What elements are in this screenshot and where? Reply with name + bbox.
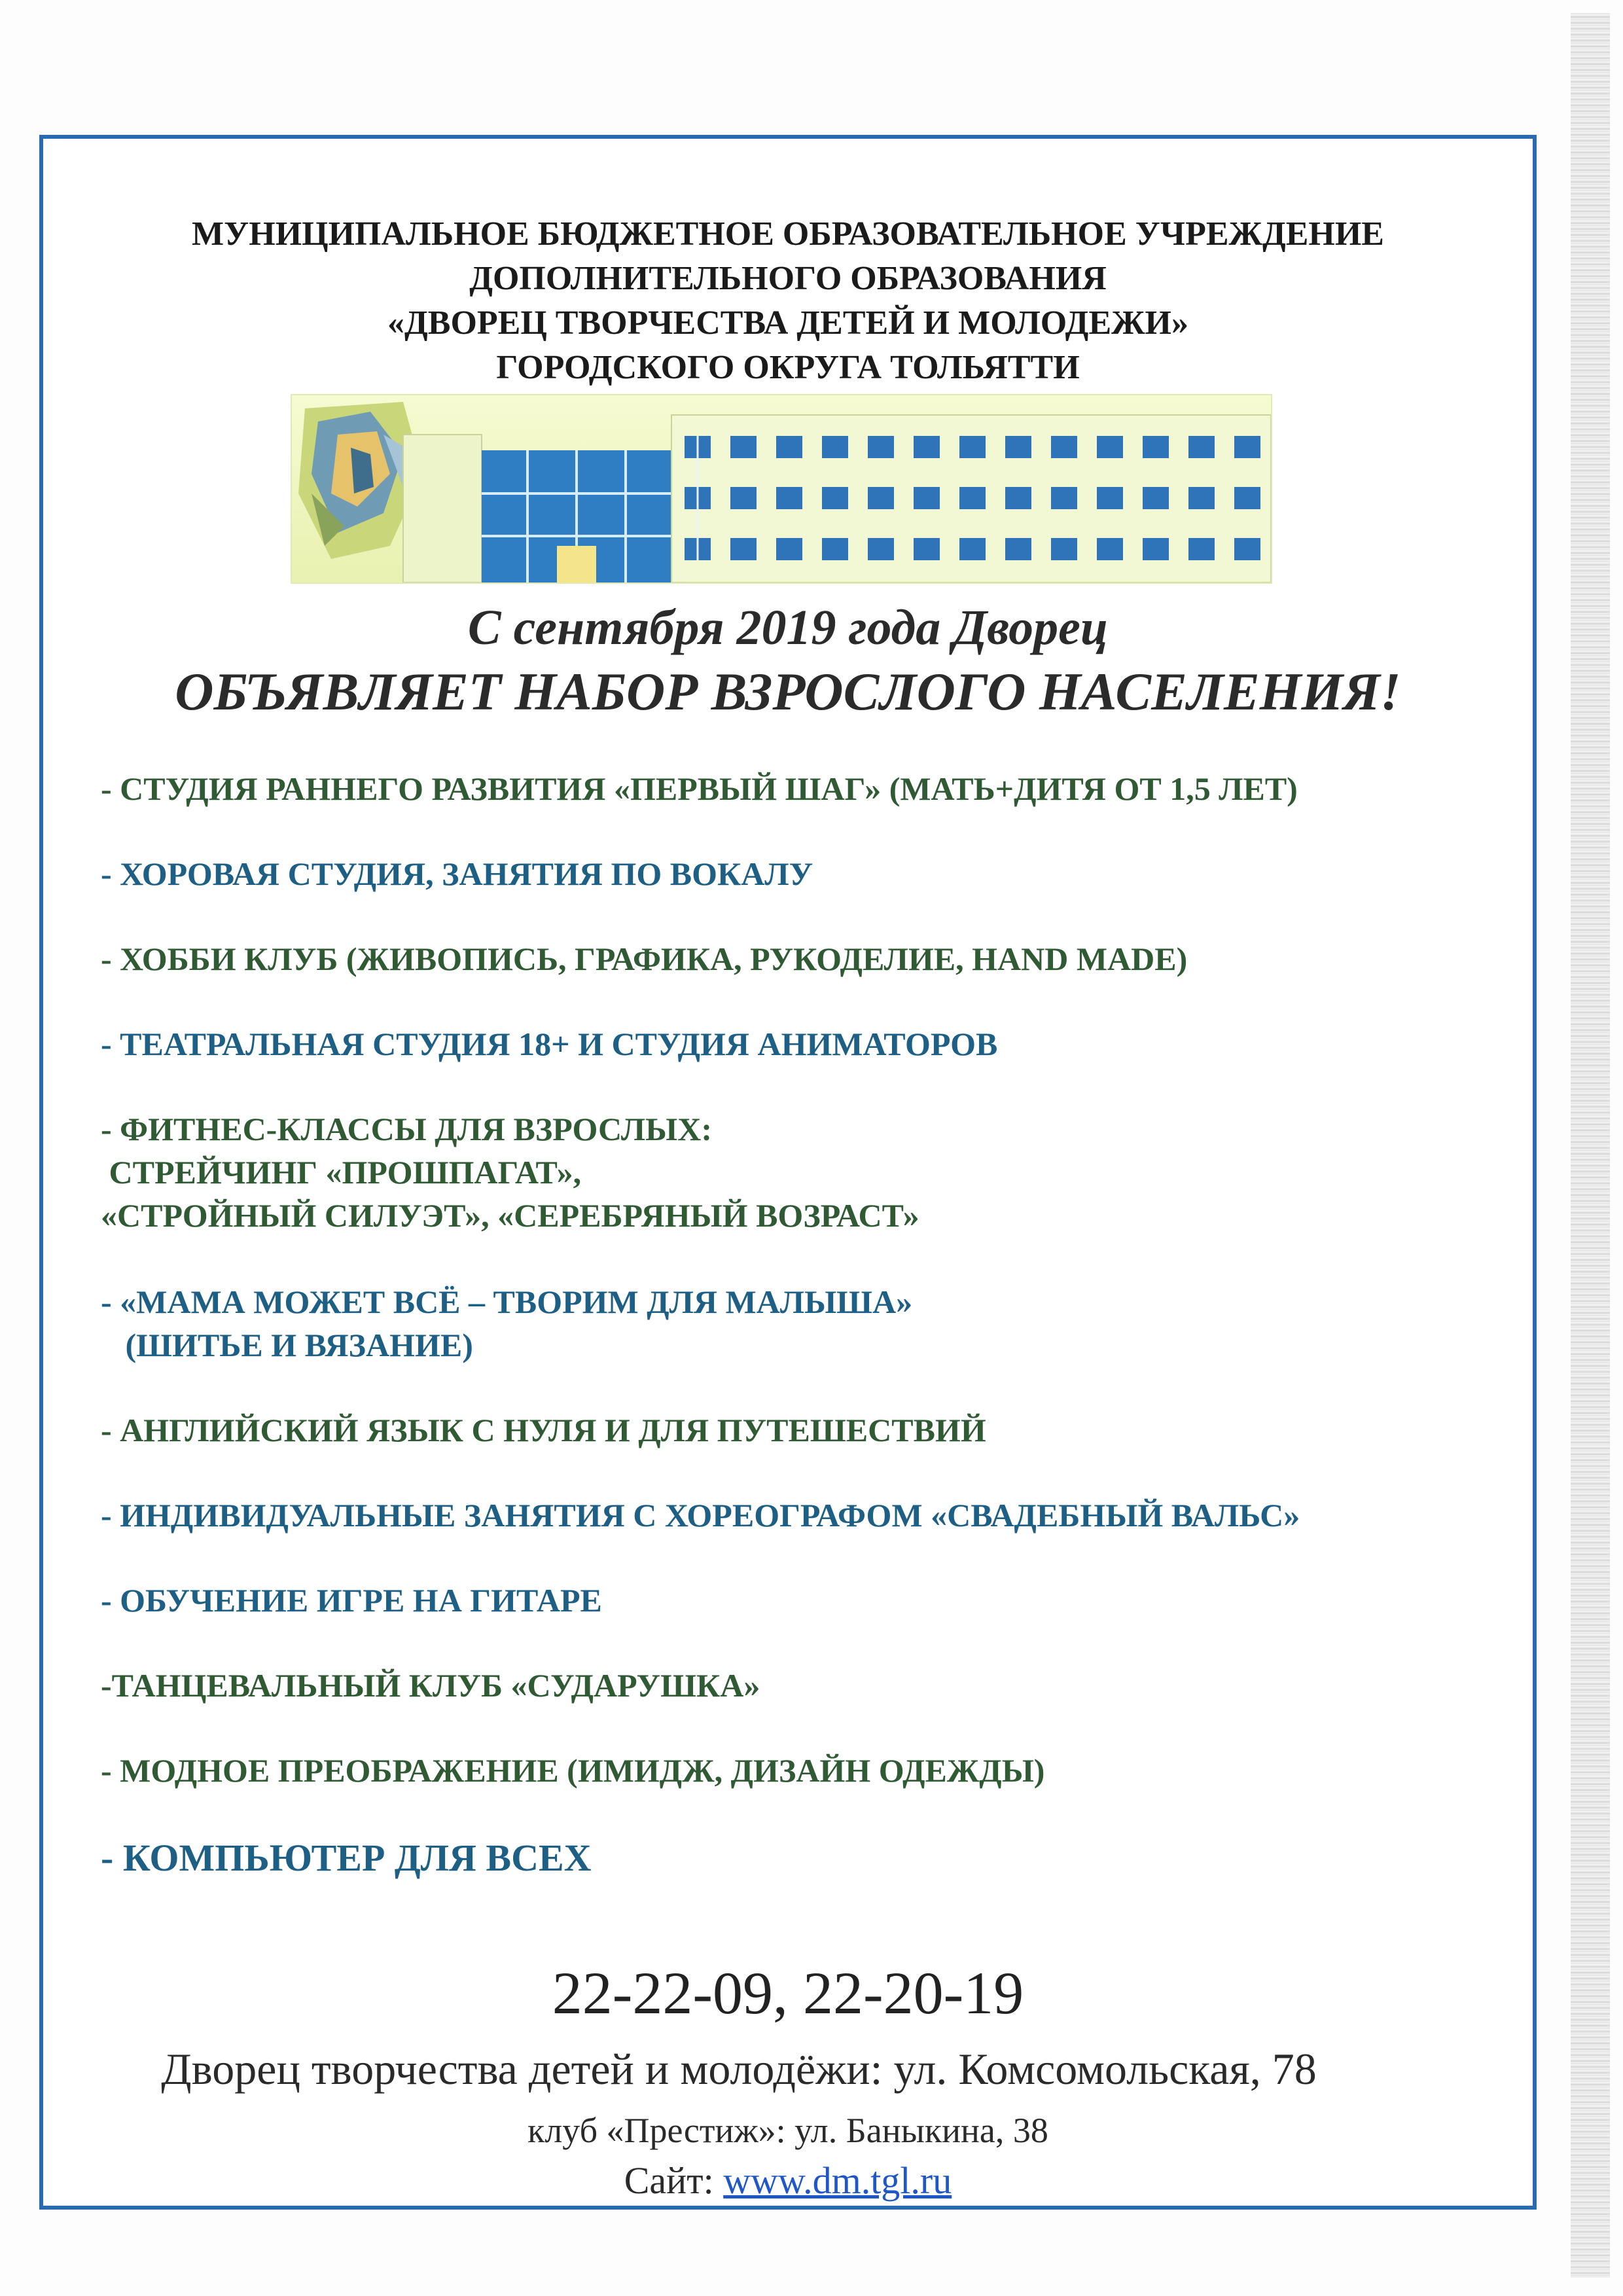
institution-header xyxy=(43,212,1533,390)
flyer-frame xyxy=(39,135,1537,2210)
course-item-guitar: - ОБУЧЕНИЕ ИГРЕ НА ГИТАРЕ xyxy=(101,1582,602,1619)
course-item-theatre: - ТЕАТРАЛЬНАЯ СТУДИЯ 18+ И СТУДИЯ АНИМАТОРОВ xyxy=(101,1026,998,1062)
header-line-1: МУНИЦИПАЛЬНОЕ БЮДЖЕТНОЕ ОБРАЗОВАТЕЛЬНОЕ УЧРЕЖДЕНИЕ xyxy=(192,215,1384,253)
website-link[interactable]: www.dm.tgl.ru xyxy=(723,2159,952,2202)
course-item-fitness-line-2: СТРЕЙЧИНГ «ПРОШПАГАТ», xyxy=(101,1154,582,1191)
building-illustration xyxy=(291,394,1272,584)
club-address: клуб «Престиж»: ул. Баныкина, 38 xyxy=(527,2111,1048,2150)
main-address: Дворец творчества детей и молодёжи: ул. Комсомольская, 78 xyxy=(161,2044,1317,2094)
header-line-4: ГОРОДСКОГО ОКРУГА ТОЛЬЯТТИ xyxy=(496,349,1080,386)
course-item-hobby-club: - ХОББИ КЛУБ (ЖИВОПИСЬ, ГРАФИКА, РУКОДЕЛИЕ, HAND MADE) xyxy=(101,941,1188,977)
building-drawing xyxy=(292,395,1271,583)
course-item-dance-club: -ТАНЦЕВАЛЬНЫЙ КЛУБ «СУДАРУШКА» xyxy=(101,1667,760,1704)
course-item-early-development: - СТУДИЯ РАННЕГО РАЗВИТИЯ «ПЕРВЫЙ ШАГ» (МАТЬ+ДИТЯ ОТ 1,5 ЛЕТ) xyxy=(101,770,1298,807)
phone-numbers: 22-22-09, 22-20-19 xyxy=(552,1960,1024,2026)
announcement-headline: ОБЪЯВЛЯЕТ НАБОР ВЗРОСЛОГО НАСЕЛЕНИЯ! xyxy=(175,662,1401,721)
announcement-line-1: С сентября 2019 года Дворец xyxy=(467,600,1109,655)
glass-atrium xyxy=(482,450,671,583)
announcement xyxy=(43,597,1533,725)
course-item-choir: - ХОРОВАЯ СТУДИЯ, ЗАНЯТИЯ ПО ВОКАЛУ xyxy=(101,855,813,892)
course-item-english: - АНГЛИЙСКИЙ ЯЗЫК С НУЛЯ И ДЛЯ ПУТЕШЕСТВИЙ xyxy=(101,1412,986,1448)
header-line-3: «ДВОРЕЦ ТВОРЧЕСТВА ДЕТЕЙ И МОЛОДЕЖИ» xyxy=(387,304,1188,342)
course-item-choreographer: - ИНДИВИДУАЛЬНЫЕ ЗАНЯТИЯ С ХОРЕОГРАФОМ «СВАДЕБНЫЙ ВАЛЬС» xyxy=(101,1497,1300,1534)
course-item-fitness-line-3: «СТРОЙНЫЙ СИЛУЭТ», «СЕРЕБРЯНЫЙ ВОЗРАСТ» xyxy=(101,1197,919,1234)
course-item-mama: - «МАМА МОЖЕТ ВСЁ – ТВОРИМ ДЛЯ МАЛЫША» xyxy=(101,1283,913,1320)
header-line-2: ДОПОЛНИТЕЛЬНОГО ОБРАЗОВАНИЯ xyxy=(469,260,1107,297)
course-item-mama-line-2: (ШИТЬЕ И ВЯЗАНИЕ) xyxy=(101,1327,473,1363)
course-item-fashion: - МОДНОЕ ПРЕОБРАЖЕНИЕ (ИМИДЖ, ДИЗАЙН ОДЕЖДЫ) xyxy=(101,1752,1045,1789)
course-item-computer: - КОМПЬЮТЕР ДЛЯ ВСЕХ xyxy=(101,1837,592,1879)
website-label: Сайт: xyxy=(624,2159,714,2202)
course-item-fitness: - ФИТНЕС-КЛАССЫ ДЛЯ ВЗРОСЛЫХ: xyxy=(101,1111,713,1147)
scan-edge-artifact xyxy=(1571,13,1610,2278)
website-line xyxy=(43,2159,1533,2202)
